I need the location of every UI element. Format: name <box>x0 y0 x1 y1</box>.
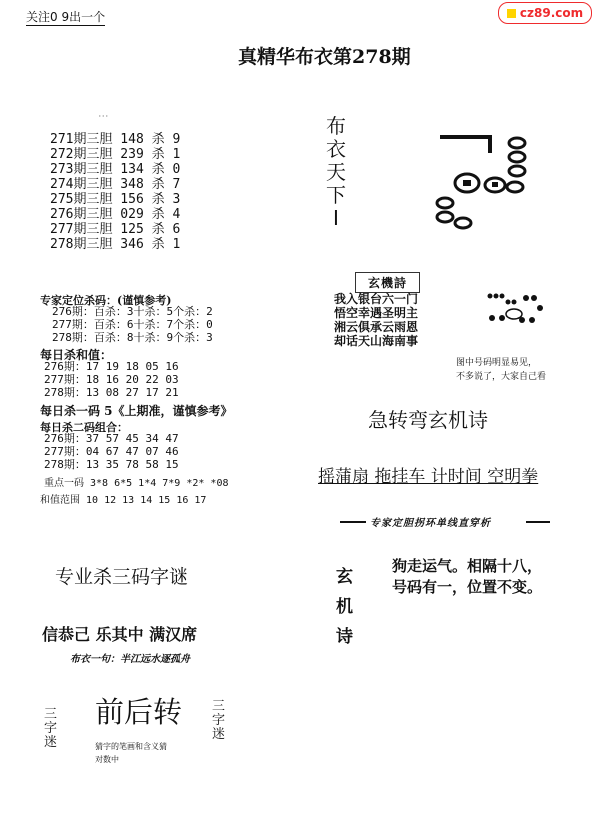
buyi-char: 布 <box>326 114 346 138</box>
kill-row: 276期三胆 029 杀 4 <box>50 207 181 222</box>
banner-rule-left <box>340 521 366 523</box>
buyi-char: 天 <box>326 160 346 184</box>
kill-row: 277期三胆 125 杀 6 <box>50 222 181 237</box>
jizhuanwan-heading: 急转弯玄机诗 <box>368 408 488 432</box>
poem-line: 湘云俱承云雨恩 <box>334 320 419 334</box>
poem-line: 却话天山海南事 <box>334 334 419 348</box>
kill-list <box>50 133 180 253</box>
sanzimi-right <box>212 700 225 742</box>
kill-row: 274期三胆 348 杀 7 <box>50 177 181 192</box>
buyi-line: 布衣一句：半江远水逐孤舟 <box>70 654 190 665</box>
coins-illustration <box>425 125 545 235</box>
expert-title: 专家定位杀码：(谨慎参考) <box>40 294 172 307</box>
banner-rule-right <box>526 521 550 523</box>
yaopushan-line: 摇蒲扇 拖挂车 计时间 空明拳 <box>318 467 539 487</box>
small-note-1: 猜字的笔画和含义猜 <box>95 742 167 751</box>
xuanjishi-char: 机 <box>336 597 353 617</box>
sum-row: 278期：13 08 27 17 21 <box>44 386 179 399</box>
poem2-line-1: 狗走运气。相隔十八， <box>392 557 543 575</box>
buyi-char: 衣 <box>326 137 346 161</box>
site-watermark <box>498 2 592 24</box>
riddle-heading: 专业杀三码字谜 <box>55 566 189 588</box>
dots-illustration <box>480 288 550 330</box>
twocode-row: 277期：04 67 47 07 46 <box>44 445 179 458</box>
poem-list <box>334 293 418 349</box>
small-note-2: 对数中 <box>95 755 119 764</box>
sanzimi-char: 迷 <box>44 735 58 750</box>
expert-banner: 专家定胆拐环单线直穿析 <box>370 518 491 529</box>
sanzimi-char: 迷 <box>212 727 226 742</box>
sanzimi-char: 三 <box>44 707 58 722</box>
xuanjishi-char: 诗 <box>336 627 353 647</box>
twocode-list <box>44 433 179 472</box>
twocode-row: 276期：37 57 45 34 47 <box>44 432 179 445</box>
buyi-tianxia <box>326 115 346 230</box>
sum-row: 277期：18 16 20 22 03 <box>44 373 179 386</box>
sanzimi-char: 字 <box>44 721 58 736</box>
sanzimi-char: 三 <box>212 699 226 714</box>
twocode-title: 每日杀二码组合： <box>40 421 128 434</box>
onecode-title: 每日杀一码 5《上期准，谨慎参考》 <box>40 404 233 418</box>
sum-title: 每日杀和值： <box>40 348 113 362</box>
kill-row: 275期三胆 156 杀 3 <box>50 192 181 207</box>
riddle-words: 信恭己 乐其中 满汉席 <box>42 625 198 644</box>
sanzimi-char: 字 <box>212 713 226 728</box>
xuanjishi-char: 玄 <box>336 567 353 587</box>
image-caption-1: 图中号码明显易见， <box>456 358 538 368</box>
poem2-line-2: 号码有一，位置不变。 <box>392 578 543 596</box>
qianhouzhuan: 前后转 <box>95 695 183 729</box>
page-title: 真精华布衣第278期 <box>238 46 411 68</box>
hezhi-line: 和值范围 10 12 13 14 15 16 17 <box>40 495 207 506</box>
sum-list <box>44 361 179 400</box>
expert-row: 277期：百杀：6十杀：7个杀：0 <box>52 318 213 331</box>
image-caption-2: 不多说了，大家自己看 <box>456 372 547 382</box>
expert-list <box>52 306 213 345</box>
sanzimi-left <box>44 708 57 750</box>
kill-row: 278期三胆 346 杀 1 <box>50 237 181 252</box>
kill-row: 271期三胆 148 杀 9 <box>50 132 181 147</box>
kill-row: 273期三胆 134 杀 0 <box>50 162 181 177</box>
twocode-row: 278期：13 35 78 58 15 <box>44 458 179 471</box>
xuanjishi-vertical <box>336 562 353 652</box>
poem-line: 我入银台六一门 <box>334 292 419 306</box>
buyi-char: 下 <box>326 183 346 207</box>
logo-square-icon <box>507 9 516 18</box>
xuanji-box-title: 玄機詩 <box>355 272 420 293</box>
sum-row: 276期：17 19 18 05 16 <box>44 360 179 373</box>
top-note: 关注0 9出一个 <box>26 10 106 24</box>
faint-heading: ‧‧‧ <box>98 110 109 123</box>
poem-line: 悟空幸遇圣明主 <box>334 306 419 320</box>
kill-row: 272期三胆 239 杀 1 <box>50 147 181 162</box>
expert-row: 276期：百杀：3十杀：5个杀：2 <box>52 305 213 318</box>
expert-row: 278期：百杀：8十杀：9个杀：3 <box>52 331 213 344</box>
focus-line: 重点一码 3*8 6*5 1*4 7*9 *2* *08 <box>44 478 229 489</box>
buyi-char: I <box>333 206 339 230</box>
watermark-text: cz89.com <box>519 6 584 20</box>
